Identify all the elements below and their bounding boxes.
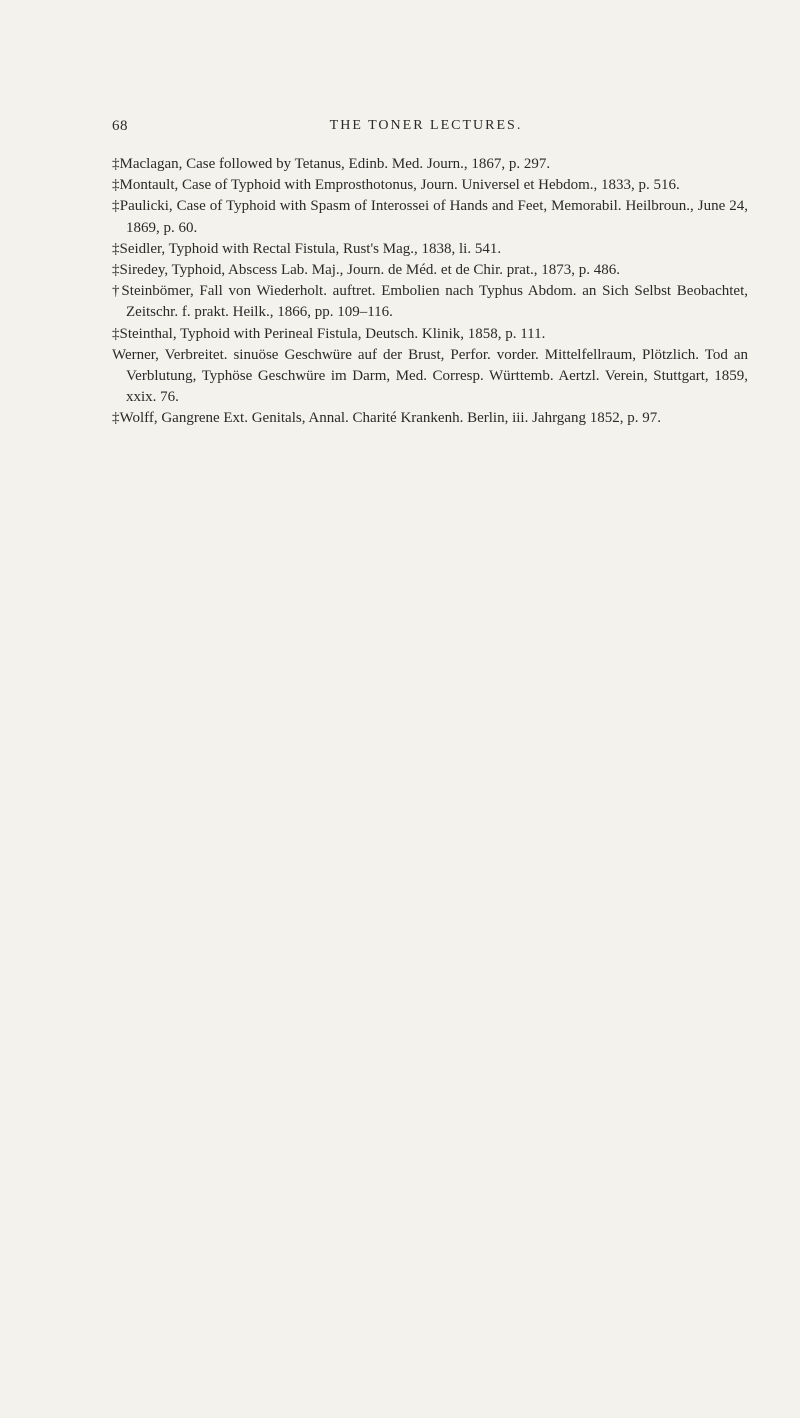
page-header <box>112 118 740 140</box>
bibliography-entry: ‡Seidler, Typhoid with Rectal Fistula, Rust's Mag., 1838, li. 541. <box>112 240 502 257</box>
bibliography-entry: ‡Wolff, Gangrene Ext. Genitals, Annal. Charité Krankenh. Berlin, iii. Jahrgang 1852, p. 97. <box>112 410 661 427</box>
bibliography-entry: ‡Maclagan, Case followed by Tetanus, Edinb. Med. Journ., 1867, p. 297. <box>112 156 551 172</box>
bibliography-list <box>112 154 748 430</box>
page-number: 68 <box>112 118 128 134</box>
running-title: THE TONER LECTURES. <box>329 118 523 133</box>
bibliography-entry: †Steinbömer, Fall von Wiederholt. auftret. Embolien nach Typhus Abdom. an Sich Selbst Beobachtet, Zeitschr. f. prakt. Heilk., 1866, pp. 109–116. <box>112 283 748 321</box>
bibliography-entry: ‡Montault, Case of Typhoid with Emprosthotonus, Journ. Universel et Hebdom., 1833, p. 516. <box>112 177 680 194</box>
bibliography-entry: ‡Paulicki, Case of Typhoid with Spasm of Interossei of Hands and Feet, Memorabil. Heilbroun., June 24, 1869, p. 60. <box>112 198 748 236</box>
bibliography-entry: ‡Siredey, Typhoid, Abscess Lab. Maj., Journ. de Méd. et de Chir. prat., 1873, p. 486. <box>112 262 621 279</box>
bibliography-entry: Werner, Verbreitet. sinuöse Geschwüre auf der Brust, Perfor. vorder. Mittelfellraum, Plötzlich. Tod an Verblutung, Typhöse Geschwüre im Darm, Med. Corresp. Württemb. Aertzl. Verein, Stuttgart, 1859, xxix. 76. <box>112 346 748 406</box>
bibliography-entry: ‡Steinthal, Typhoid with Perineal Fistula, Deutsch. Klinik, 1858, p. 111. <box>112 325 546 342</box>
